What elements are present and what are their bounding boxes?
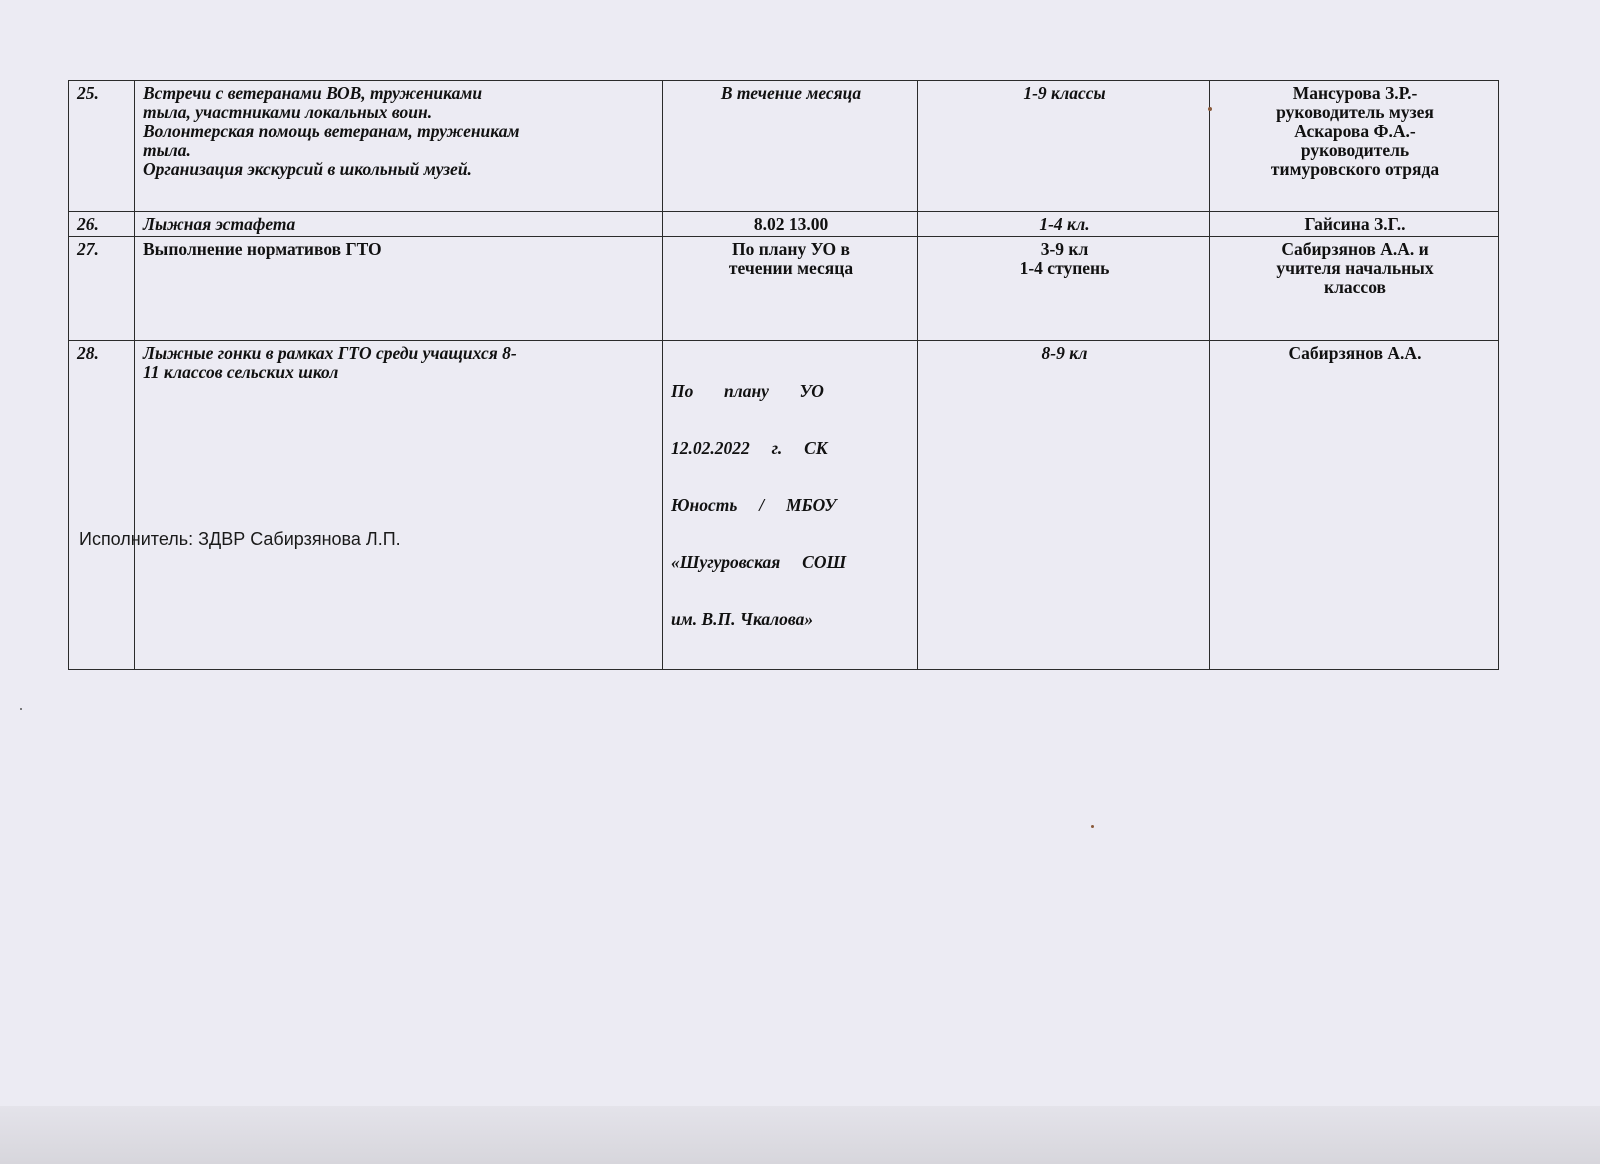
row-number: 27. — [69, 237, 135, 341]
scan-speck — [1091, 825, 1094, 828]
table-row-28 — [69, 341, 1499, 670]
date-cell: В течение месяца — [663, 81, 918, 212]
classes-cell: 3-9 кл 1-4 ступень — [918, 237, 1210, 341]
event-cell: Выполнение нормативов ГТО — [135, 237, 663, 341]
event-cell: Лыжные гонки в рамках ГТО среди учащихся 8- 11 классов сельских школ — [135, 341, 663, 670]
row-number: 28. — [69, 341, 135, 670]
classes-cell: 1-9 классы — [918, 81, 1210, 212]
row-number: 25. — [69, 81, 135, 212]
responsible-cell: Сабирзянов А.А. — [1210, 341, 1499, 670]
event-cell: Лыжная эстафета — [135, 212, 663, 237]
row-number: 26. — [69, 212, 135, 237]
table-row-26 — [69, 212, 1499, 237]
classes-cell: 1-4 кл. — [918, 212, 1210, 237]
scan-speck — [1208, 107, 1212, 111]
table-row-27 — [69, 237, 1499, 341]
events-table — [68, 80, 1499, 670]
table-row-25 — [69, 81, 1499, 212]
event-cell: Встречи с ветеранами ВОВ, тружениками тыла, участниками локальных воин. Волонтерская помощь ветеранам, труженикам тыла. Организация экскурсий в школьный музей. — [135, 81, 663, 212]
responsible-cell: Сабирзянов А.А. и учителя начальных классов — [1210, 237, 1499, 341]
date-cell: 8.02 13.00 — [663, 212, 918, 237]
responsible-cell: Гайсина З.Г.. — [1210, 212, 1499, 237]
classes-cell: 8-9 кл — [918, 341, 1210, 670]
scan-bottom-edge — [0, 1106, 1600, 1164]
date-cell: По плану УО в течении месяца — [663, 237, 918, 341]
date-cell: По плану УО 12.02.2022 г. СК Юность / МБОУ «Шугуровская СОШ им. В.П. Чкалова» — [663, 341, 918, 670]
scan-speck — [20, 708, 22, 710]
executor-signature-line: Исполнитель: ЗДВР Сабирзянова Л.П. — [79, 529, 401, 549]
responsible-cell: Мансурова З.Р.- руководитель музея Аскарова Ф.А.- руководитель тимуровского отряда — [1210, 81, 1499, 212]
